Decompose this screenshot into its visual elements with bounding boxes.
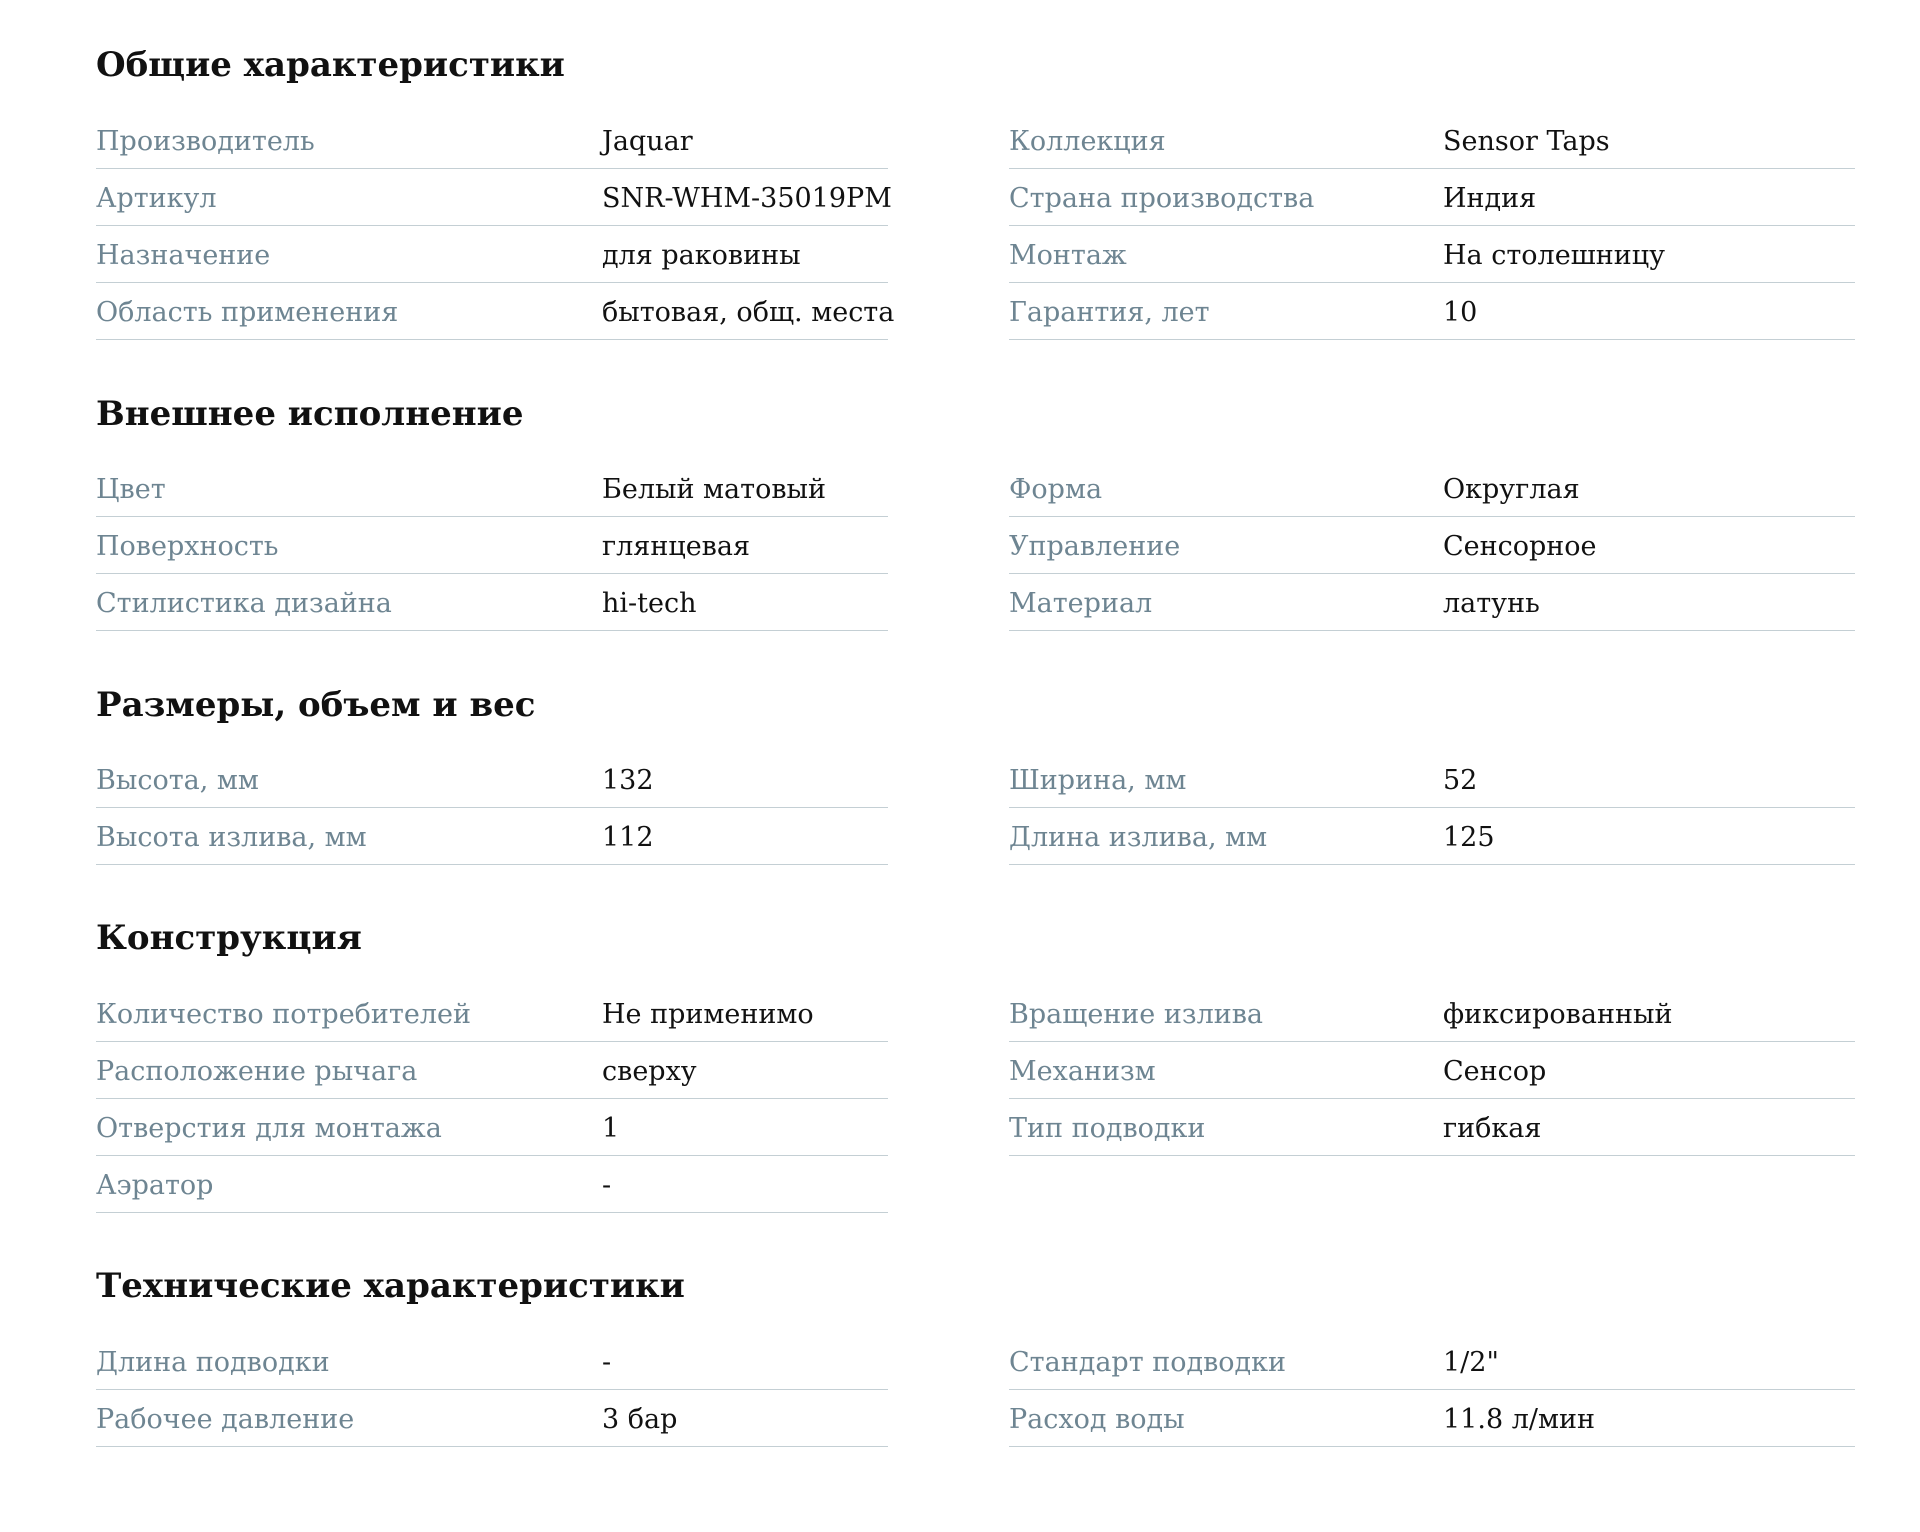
- spec-value: для раковины: [602, 240, 801, 271]
- spec-row: [1009, 283, 1855, 340]
- spec-label: Страна производства: [1009, 183, 1315, 214]
- spec-row: [1009, 112, 1855, 169]
- spec-row: [96, 226, 888, 283]
- spec-label: Стандарт подводки: [1009, 1347, 1287, 1378]
- spec-row: [96, 517, 888, 574]
- section-title: Внешнее исполнение: [96, 394, 524, 434]
- spec-row: [96, 808, 888, 865]
- spec-label: Поверхность: [96, 531, 279, 562]
- spec-label: Форма: [1009, 474, 1103, 505]
- spec-column-left: [96, 112, 895, 340]
- spec-row: [1009, 1099, 1855, 1156]
- spec-label: Управление: [1009, 531, 1181, 562]
- spec-row: [96, 1333, 888, 1390]
- spec-label: Высота излива, мм: [96, 822, 367, 853]
- spec-row: [96, 460, 888, 517]
- spec-label: Механизм: [1009, 1056, 1156, 1087]
- spec-row: [1009, 751, 1855, 808]
- section-title: Размеры, объем и вес: [96, 685, 536, 725]
- spec-label: Цвет: [96, 474, 166, 505]
- spec-value: Sensor Taps: [1443, 126, 1610, 157]
- spec-label: Гарантия, лет: [1009, 297, 1210, 328]
- spec-row: [1009, 517, 1855, 574]
- spec-label: Количество потребителей: [96, 999, 471, 1030]
- spec-value: Jaquar: [602, 126, 693, 157]
- spec-value: Сенсорное: [1443, 531, 1597, 562]
- spec-value: hi-tech: [602, 588, 697, 619]
- spec-value: 112: [602, 822, 654, 853]
- spec-row: [96, 112, 888, 169]
- spec-value: гибкая: [1443, 1113, 1542, 1144]
- spec-row: [1009, 1042, 1855, 1099]
- spec-value: 125: [1443, 822, 1495, 853]
- section-title: Конструкция: [96, 918, 362, 958]
- spec-column-right: [1009, 985, 1855, 1156]
- spec-value: 52: [1443, 765, 1478, 796]
- spec-value: 11.8 л/мин: [1443, 1404, 1595, 1435]
- spec-value: Индия: [1443, 183, 1537, 214]
- spec-value: Не применимо: [602, 999, 814, 1030]
- spec-row: [96, 1099, 888, 1156]
- spec-label: Расположение рычага: [96, 1056, 418, 1087]
- spec-row: [96, 1390, 888, 1447]
- spec-value: бытовая, общ. места: [602, 297, 895, 328]
- spec-column-left: [96, 985, 888, 1213]
- section-title: Общие характеристики: [96, 45, 565, 85]
- spec-value: -: [602, 1347, 612, 1378]
- spec-row: [1009, 169, 1855, 226]
- spec-column-right: [1009, 112, 1855, 340]
- spec-row: [96, 985, 888, 1042]
- spec-column-left: [96, 460, 888, 631]
- spec-label: Стилистика дизайна: [96, 588, 392, 619]
- spec-column-right: [1009, 1333, 1855, 1447]
- spec-value: 3 бар: [602, 1404, 678, 1435]
- spec-row: [96, 1042, 888, 1099]
- spec-column-left: [96, 1333, 888, 1447]
- spec-label: Рабочее давление: [96, 1404, 355, 1435]
- spec-row: [1009, 460, 1855, 517]
- spec-label: Вращение излива: [1009, 999, 1264, 1030]
- spec-value: 10: [1443, 297, 1478, 328]
- spec-row: [1009, 226, 1855, 283]
- spec-row: [96, 1156, 888, 1213]
- spec-value: 1: [602, 1113, 620, 1144]
- spec-row: [96, 283, 895, 340]
- spec-row: [96, 169, 892, 226]
- spec-row: [1009, 574, 1855, 631]
- spec-value: -: [602, 1170, 612, 1201]
- spec-value: глянцевая: [602, 531, 750, 562]
- spec-label: Материал: [1009, 588, 1153, 619]
- spec-row: [1009, 808, 1855, 865]
- spec-value: Округлая: [1443, 474, 1580, 505]
- spec-label: Производитель: [96, 126, 315, 157]
- spec-label: Ширина, мм: [1009, 765, 1187, 796]
- spec-value: SNR-WHM-35019PM: [602, 183, 892, 214]
- section-title: Технические характеристики: [96, 1266, 685, 1306]
- spec-label: Высота, мм: [96, 765, 259, 796]
- spec-label: Артикул: [96, 183, 217, 214]
- spec-column-left: [96, 751, 888, 865]
- spec-label: Назначение: [96, 240, 271, 271]
- spec-column-right: [1009, 460, 1855, 631]
- spec-value: латунь: [1443, 588, 1540, 619]
- spec-value: Сенсор: [1443, 1056, 1547, 1087]
- spec-label: Монтаж: [1009, 240, 1127, 271]
- spec-row: [96, 574, 888, 631]
- spec-label: Коллекция: [1009, 126, 1166, 157]
- spec-label: Длина излива, мм: [1009, 822, 1268, 853]
- spec-column-right: [1009, 751, 1855, 865]
- spec-value: сверху: [602, 1056, 697, 1087]
- spec-value: 1/2": [1443, 1347, 1499, 1378]
- spec-value: фиксированный: [1443, 999, 1673, 1030]
- spec-label: Расход воды: [1009, 1404, 1185, 1435]
- spec-value: Белый матовый: [602, 474, 827, 505]
- spec-row: [1009, 985, 1855, 1042]
- spec-label: Отверстия для монтажа: [96, 1113, 442, 1144]
- spec-label: Тип подводки: [1009, 1113, 1206, 1144]
- spec-label: Длина подводки: [96, 1347, 330, 1378]
- spec-value: 132: [602, 765, 654, 796]
- spec-row: [1009, 1390, 1855, 1447]
- spec-row: [1009, 1333, 1855, 1390]
- spec-label: Область применения: [96, 297, 399, 328]
- spec-label: Аэратор: [96, 1170, 214, 1201]
- spec-value: На столешницу: [1443, 240, 1666, 271]
- spec-row: [96, 751, 888, 808]
